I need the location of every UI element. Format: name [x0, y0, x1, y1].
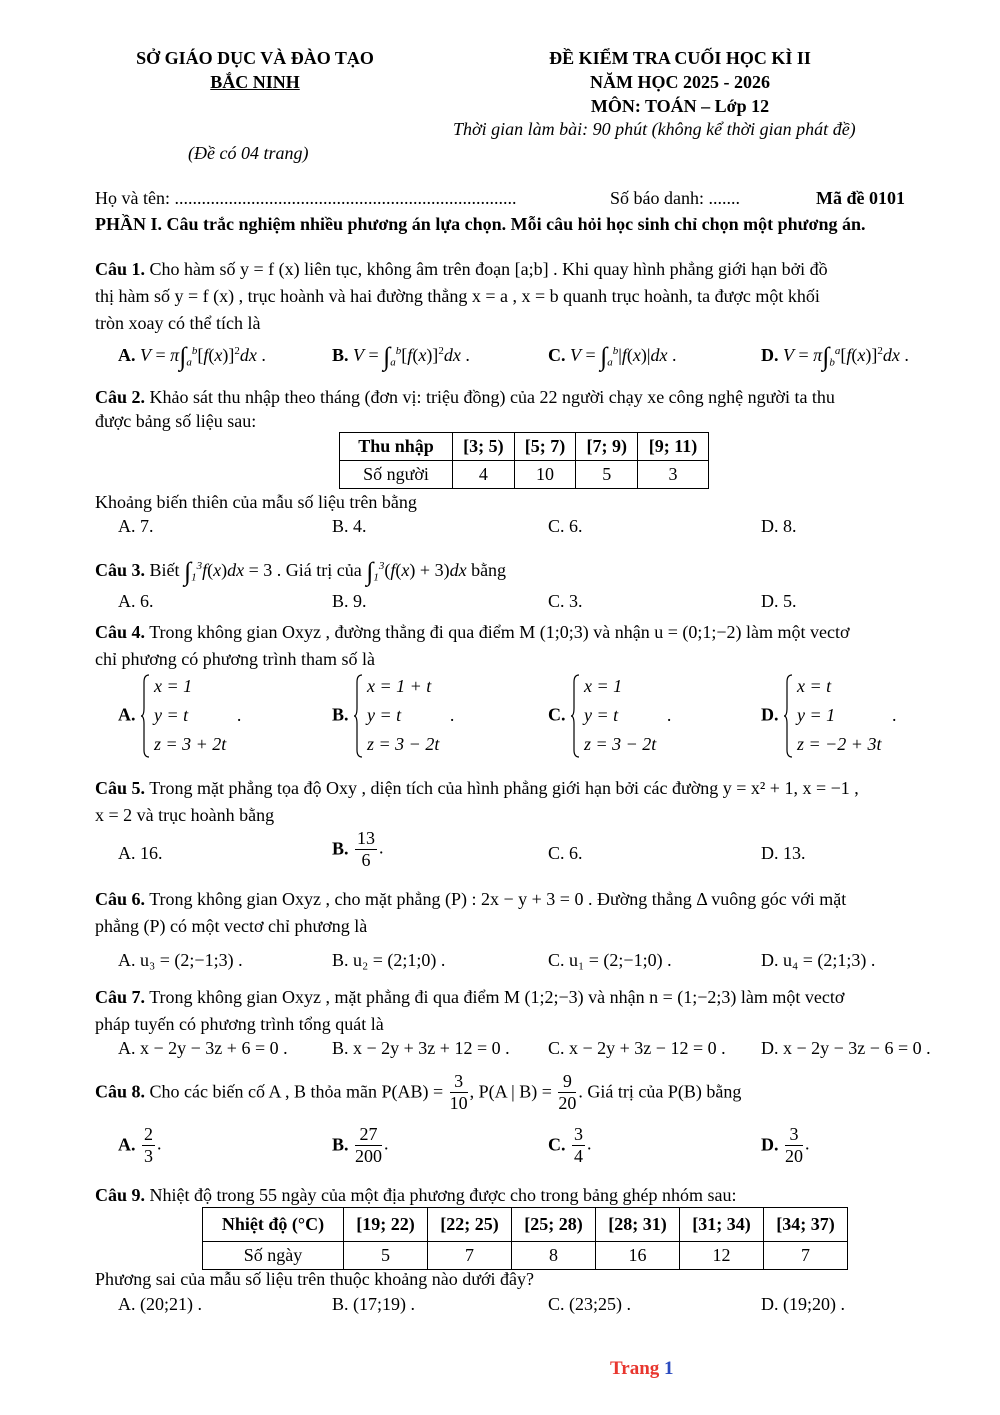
table-cell: 10	[514, 461, 576, 489]
table-header-cell: [25; 28)	[512, 1208, 596, 1242]
table-header-cell: [22; 25)	[428, 1208, 512, 1242]
province: BẮC NINH	[210, 72, 300, 92]
question-9-line-1: Câu 9. Nhiệt độ trong 55 ngày của một địa phương được cho trong bảng ghép nhóm sau:	[95, 1185, 737, 1205]
table-cell: 5	[344, 1242, 428, 1270]
question-3-option-d[interactable]: D. 5.	[761, 591, 797, 611]
question-5-option-b[interactable]: B. $\frac{13}{6}$ .	[332, 828, 384, 870]
table-header-cell: [9; 11)	[638, 433, 709, 461]
question-2-option-a[interactable]: A. 7.	[118, 516, 154, 536]
table-header-cell: Nhiệt độ (°C)	[203, 1208, 344, 1242]
question-6-option-c[interactable]: C. u₁ = (2;−1;0) .	[548, 950, 672, 970]
question-1-option-b[interactable]: B. $V = \int_a^b[f(x)]^2dx$ .	[332, 342, 470, 371]
question-9-line-2: Phương sai của mẫu số liệu trên thuộc khoảng nào dưới đây?	[95, 1269, 534, 1289]
question-9-option-b[interactable]: B. (17;19) .	[332, 1294, 415, 1314]
question-3-line: Câu 3. Biết $\int_1^3f(x)dx = 3$ . Giá trị của $\int_1^3(f(x) + 3)dx$ bằng	[95, 557, 507, 586]
question-8-line: Câu 8. Cho các biến cố A , B thỏa mãn P(AB) = $\frac{3}{10}$ , P(A | B) = $\frac{9}{20}$ . Giá trị của P(B) bằng	[95, 1071, 742, 1113]
table-row	[340, 433, 709, 461]
question-6-option-d[interactable]: D. u₄ = (2;1;3) .	[761, 950, 876, 970]
table-header-cell: [5; 7)	[514, 433, 576, 461]
question-8-option-a[interactable]: A. $\frac{2}{3}$ .	[118, 1124, 162, 1166]
question-7-option-d[interactable]: D. x − 2y − 3z − 6 = 0 .	[761, 1038, 931, 1058]
table-header-cell: [31; 34)	[680, 1208, 764, 1242]
exam-code: Mã đề 0101	[816, 188, 905, 208]
question-7-option-a[interactable]: A. x − 2y − 3z + 6 = 0 .	[118, 1038, 288, 1058]
question-2-options	[118, 516, 958, 546]
table-cell: 8	[512, 1242, 596, 1270]
income-table	[339, 432, 709, 489]
question-1-text-1: Cho hàm số y = f (x) liên tục, không âm trên đoạn [a;b] . Khi quay hình phẳng giới hạn bởi đồ	[145, 259, 828, 279]
question-6-option-b[interactable]: B. u₂ = (2;1;0) .	[332, 950, 446, 970]
question-2-line-1: Câu 2. Khảo sát thu nhập theo tháng (đơn vị: triệu đồng) của 22 người chạy xe công nghệ người ta thu	[95, 387, 835, 407]
table-cell: Số người	[340, 461, 453, 489]
table-row	[203, 1208, 848, 1242]
table-header-cell: Thu nhập	[340, 433, 453, 461]
student-name-line: Họ và tên: ............................................................................	[95, 188, 517, 208]
question-9-options	[118, 1294, 958, 1324]
school-year: NĂM HỌC 2025 - 2026	[590, 72, 770, 92]
question-2-option-d[interactable]: D. 8.	[761, 516, 797, 536]
question-7-options	[118, 1038, 958, 1068]
question-6-options	[118, 950, 958, 980]
question-1-line-1	[95, 259, 828, 281]
question-9-option-a[interactable]: A. (20;21) .	[118, 1294, 202, 1314]
question-4-option-c[interactable]: C. x = 1 y = t z = 3 − 2t .	[548, 672, 671, 759]
question-4-option-a[interactable]: A. x = 1 y = t z = 3 + 2t .	[118, 672, 241, 759]
question-4-line-2: chỉ phương có phương trình tham số là	[95, 649, 376, 669]
subject: MÔN: TOÁN – Lớp 12	[590, 96, 770, 116]
question-8-option-c[interactable]: C. $\frac{3}{4}$ .	[548, 1124, 592, 1166]
part-1-heading: PHẦN I. Câu trắc nghiệm nhiều phương án lựa chọn. Mỗi câu hỏi học sinh chỉ chọn một phương án.	[95, 214, 866, 234]
page-number	[610, 1358, 674, 1381]
question-9-option-d[interactable]: D. (19;20) .	[761, 1294, 845, 1314]
table-cell: 4	[453, 461, 515, 489]
question-2-option-c[interactable]: C. 6.	[548, 516, 583, 536]
question-5-option-d[interactable]: D. 13.	[761, 843, 806, 863]
question-6-line-2: phẳng (P) có một vectơ chỉ phương là	[95, 916, 368, 936]
question-2-line-3: Khoảng biến thiên của mẫu số liệu trên bằng	[95, 492, 417, 512]
table-cell: 5	[576, 461, 638, 489]
question-1-option-c[interactable]: C. $V = \int_a^b|f(x)|dx$ .	[548, 342, 677, 371]
question-2-option-b[interactable]: B. 4.	[332, 516, 367, 536]
question-1-option-d[interactable]: D. $V = \pi\int_b^a[f(x)]^2dx$ .	[761, 342, 909, 371]
table-cell: 3	[638, 461, 709, 489]
school-dept: SỞ GIÁO DỤC VÀ ĐÀO TẠO	[136, 48, 374, 68]
table-row	[340, 461, 709, 489]
question-5-option-c[interactable]: C. 6.	[548, 843, 583, 863]
question-3-option-a[interactable]: A. 6.	[118, 591, 154, 611]
question-4-line-1: Câu 4. Trong không gian Oxyz , đường thẳng đi qua điểm M (1;0;3) và nhận u = (0;1;−2) làm một vectơ	[95, 622, 850, 642]
question-2-line-2: được bảng số liệu sau:	[95, 411, 257, 431]
question-1-options	[118, 342, 958, 372]
table-row	[203, 1242, 848, 1270]
table-header-cell: [19; 22)	[344, 1208, 428, 1242]
question-8-option-d[interactable]: D. $\frac{3}{20}$ .	[761, 1124, 810, 1166]
question-4-option-b[interactable]: B. x = 1 + t y = t z = 3 − 2t .	[332, 672, 454, 759]
question-1-line-2: thị hàm số y = f (x) , trục hoành và hai đường thẳng x = a , x = b quanh trục hoành, ta được một khối	[95, 286, 820, 306]
table-header-cell: [3; 5)	[453, 433, 515, 461]
question-3-options	[118, 591, 958, 621]
question-6-line-1: Câu 6. Trong không gian Oxyz , cho mặt phẳng (P) : 2x − y + 3 = 0 . Đường thẳng Δ vuông góc với mặt	[95, 889, 847, 909]
table-header-cell: [28; 31)	[596, 1208, 680, 1242]
page-number-value: 1	[664, 1358, 674, 1379]
question-3-option-c[interactable]: C. 3.	[548, 591, 583, 611]
question-3-option-b[interactable]: B. 9.	[332, 591, 367, 611]
question-1-label: Câu 1.	[95, 259, 146, 279]
question-7-line-2: pháp tuyến có phương trình tổng quát là	[95, 1014, 384, 1034]
table-header-cell: [7; 9)	[576, 433, 638, 461]
table-cell: 7	[764, 1242, 848, 1270]
time-limit: Thời gian làm bài: 90 phút (không kể thời gian phát đề)	[453, 119, 856, 139]
question-5-line-1: Câu 5. Trong mặt phẳng tọa độ Oxy , diện tích của hình phẳng giới hạn bởi các đường y = x² + 1, x = −1 ,	[95, 778, 859, 798]
question-1-line-3: tròn xoay có thể tích là	[95, 313, 261, 333]
table-cell: 12	[680, 1242, 764, 1270]
table-cell: 16	[596, 1242, 680, 1270]
table-cell: 7	[428, 1242, 512, 1270]
question-1-option-a[interactable]: A. $V = \pi\int_a^b[f(x)]^2dx$ .	[118, 342, 266, 371]
page-number-word: Trang	[610, 1358, 660, 1379]
question-4-option-d[interactable]: D. x = t y = 1 z = −2 + 3t .	[761, 672, 896, 759]
page-count: (Đề có 04 trang)	[188, 143, 309, 163]
temperature-table	[202, 1207, 848, 1270]
student-id-line: Số báo danh: .......	[610, 188, 740, 208]
question-7-option-b[interactable]: B. x − 2y + 3z + 12 = 0 .	[332, 1038, 510, 1058]
question-9-option-c[interactable]: C. (23;25) .	[548, 1294, 631, 1314]
exam-title: ĐỀ KIỂM TRA CUỐI HỌC KÌ II	[549, 48, 811, 68]
question-7-line-1: Câu 7. Trong không gian Oxyz , mặt phẳng đi qua điểm M (1;2;−3) và nhận n = (1;−2;3) làm một vectơ	[95, 987, 845, 1007]
question-5-option-a[interactable]: A. 16.	[118, 843, 163, 863]
question-7-option-c[interactable]: C. x − 2y + 3z − 12 = 0 .	[548, 1038, 726, 1058]
table-cell: Số ngày	[203, 1242, 344, 1270]
table-header-cell: [34; 37)	[764, 1208, 848, 1242]
question-5-line-2: x = 2 và trục hoành bằng	[95, 805, 275, 825]
question-6-option-a[interactable]: A. u₃ = (2;−1;3) .	[118, 950, 243, 970]
question-8-option-b[interactable]: B. $\frac{27}{200}$ .	[332, 1124, 389, 1166]
